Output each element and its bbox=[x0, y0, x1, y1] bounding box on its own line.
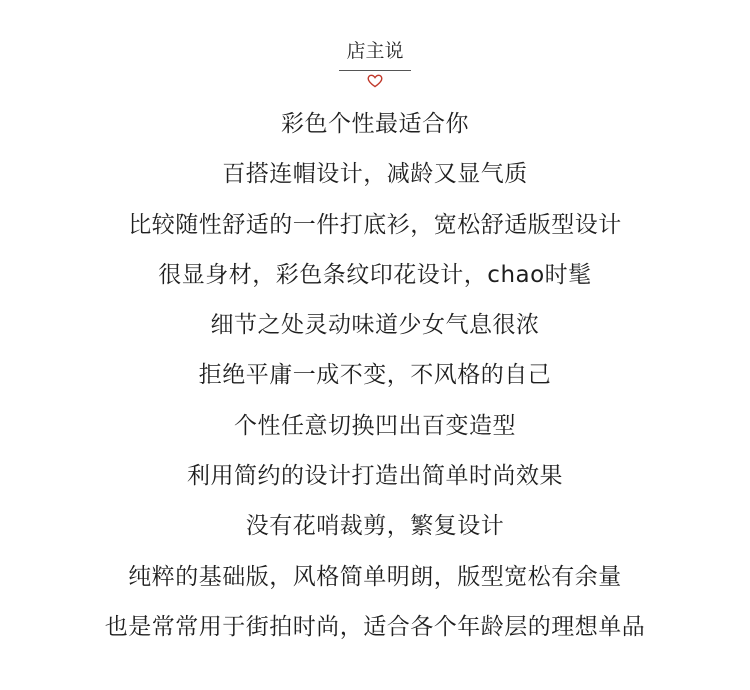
section-title: 店主说 bbox=[346, 40, 404, 62]
description-line: 也是常常用于街拍时尚，适合各个年龄层的理想单品 bbox=[104, 613, 646, 640]
description-line: 没有花哨裁剪，繁复设计 bbox=[245, 513, 505, 540]
description-line: 彩色个性最适合你 bbox=[281, 111, 469, 137]
heart-icon bbox=[367, 74, 383, 88]
description-line: 很显身材，彩色条纹印花设计，chao时髦 bbox=[158, 261, 592, 288]
description-line: 细节之处灵动味道少女气息很浓 bbox=[210, 312, 540, 339]
description-line: 利用简约的设计打造出简单时尚效果 bbox=[187, 463, 563, 490]
description-line: 拒绝平庸一成不变，不风格的自己 bbox=[198, 362, 552, 389]
description-line: 纯粹的基础版，风格简单明朗，版型宽松有余量 bbox=[128, 563, 622, 590]
description-lines bbox=[0, 106, 750, 659]
description-line: 比较随性舒适的一件打底衫，宽松舒适版型设计 bbox=[128, 211, 622, 238]
description-line: 百搭连帽设计，减龄又显气质 bbox=[222, 161, 528, 188]
title-underline bbox=[339, 70, 411, 71]
section-header bbox=[0, 38, 750, 88]
description-line: 个性任意切换凹出百变造型 bbox=[234, 412, 516, 439]
